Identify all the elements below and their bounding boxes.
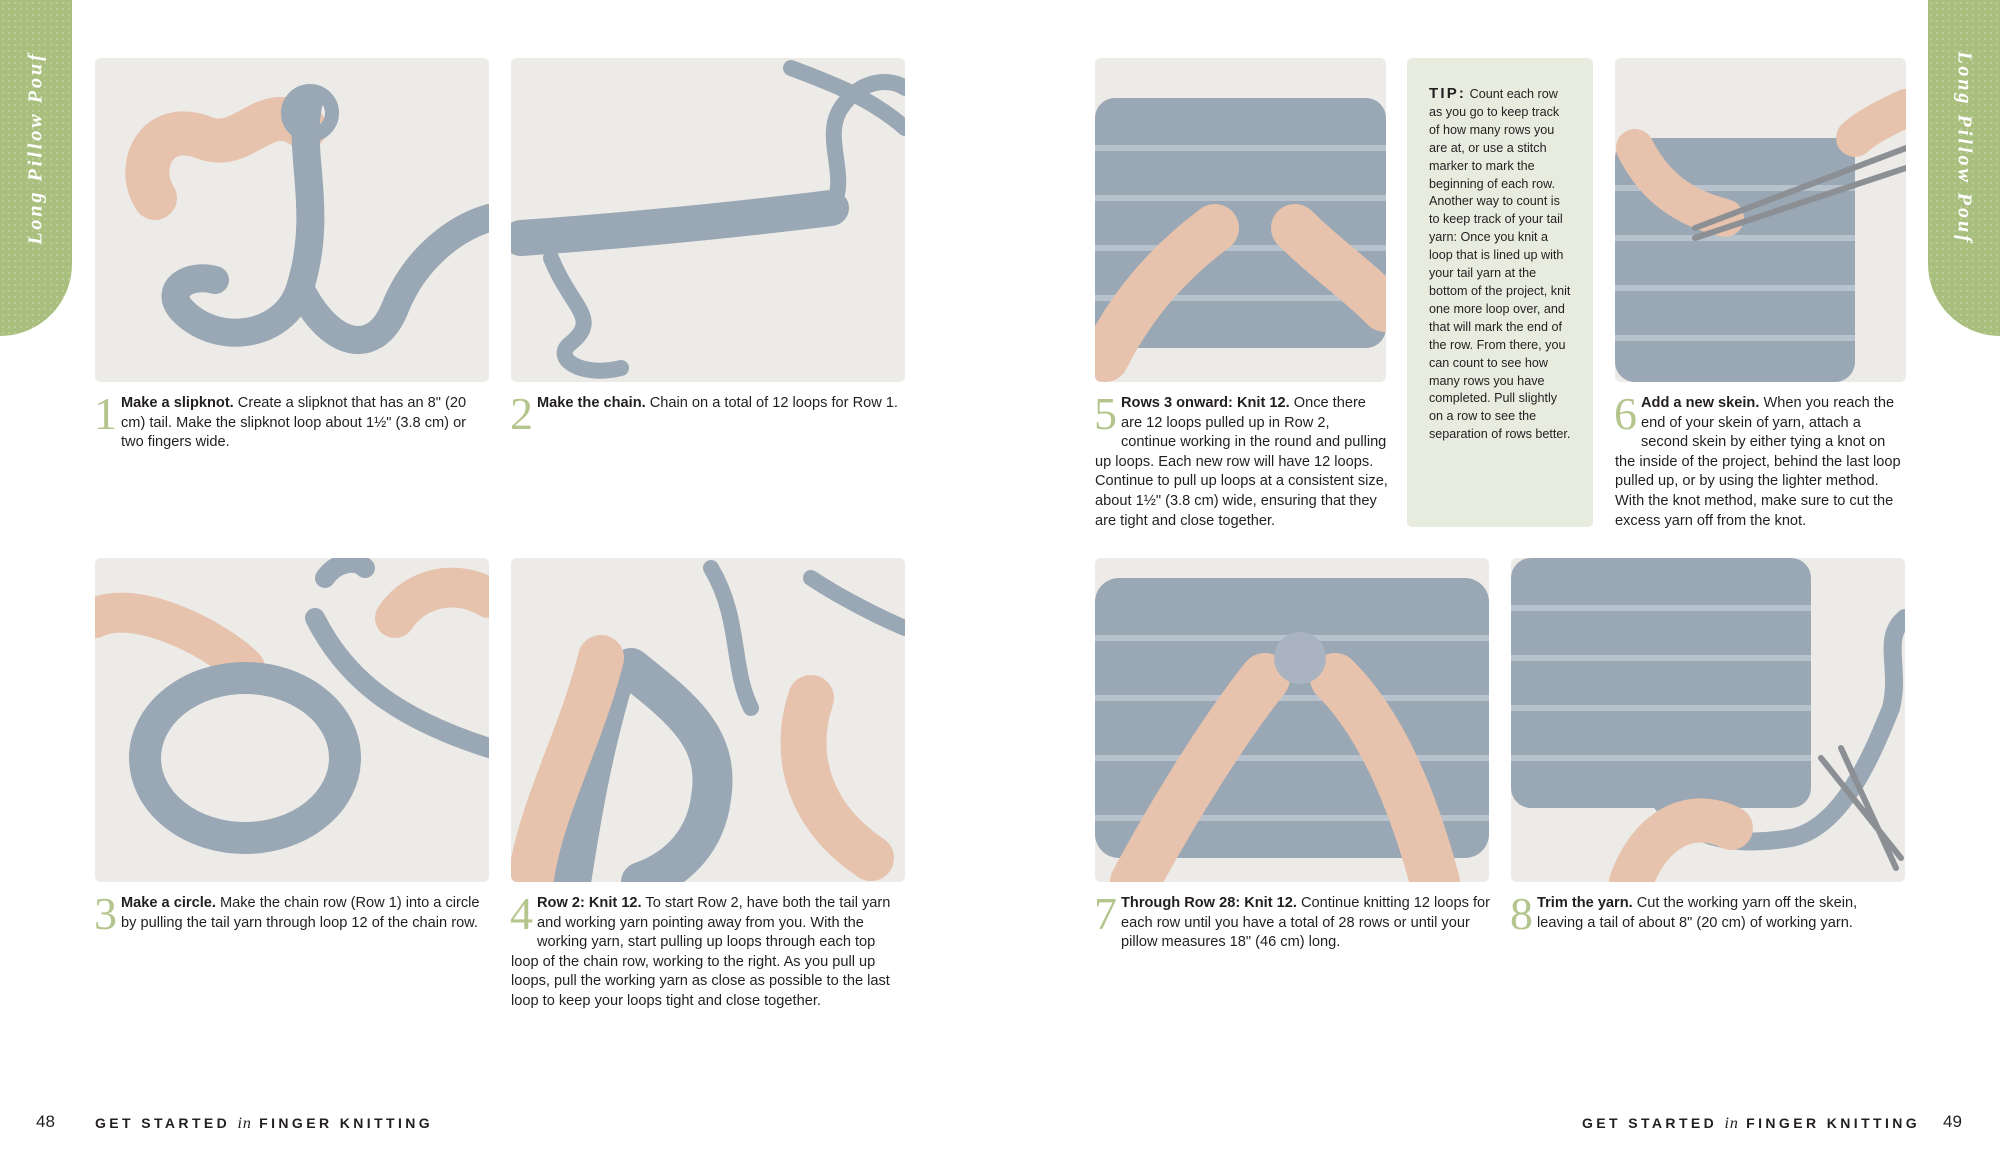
step-title: Add a new skein.: [1641, 395, 1760, 411]
running-head-post: FINGER KNITTING: [251, 1115, 434, 1131]
step-number: 4: [510, 888, 533, 939]
step-number: 8: [1510, 888, 1533, 939]
side-tab-left-label: Long Pillow Pouf: [24, 51, 47, 245]
step-number: 5: [1094, 388, 1117, 439]
step-4: [510, 888, 891, 1012]
photo-step-4: [511, 558, 905, 882]
running-head-post: FINGER KNITTING: [1738, 1115, 1921, 1131]
step-title: Make the chain.: [537, 395, 646, 411]
page-number-right: 49: [1943, 1112, 1962, 1131]
step-title: Through Row 28: Knit 12.: [1121, 895, 1297, 911]
step-text: Once there are 12 loops pulled up in Row 2, continue working in the round and pulling up loops. Each new row will have 12 loops. Continue to pull up loops at a consistent size, about 1½" (3.8 cm) wide, ensuring that they are tight and close together.: [1095, 395, 1388, 529]
photo-step-6: [1615, 58, 1906, 382]
step-text: To start Row 2, have both the tail yarn and working yarn pointing away from you. With the working yarn, start pulling up loops through each top loop of the chain row, working to the right. As you pull up loops, pull the working yarn as close as possible to the last loop to keep your loops tight and close together.: [511, 895, 891, 1009]
side-tab-left: [0, 0, 72, 336]
step-text: When you reach the end of your skein of yarn, attach a second skein by either tying a knot on the inside of the project, behind the last loop pulled up, or by using the lighter method. With the knot method, make sure to cut the excess yarn off from the knot.: [1615, 395, 1901, 529]
tip-text: Count each row as you go to keep track of how many rows you are at, or use a stitch marker to mark the beginning of each row. Another way to count is to keep track of your tail yarn: Once you knit a loop that is lined up with your tail yarn at the bottom of the project, knit one more loop over, and that will mark the end of the row. From there, you can count to see how many rows you have completed. Pull slightly on a row to see the separation of rows better.: [1429, 87, 1571, 442]
running-head-right: [1582, 1115, 1920, 1133]
photo-step-7-image: [1095, 558, 1489, 882]
step-number: 7: [1094, 888, 1117, 939]
photo-step-1-image: [95, 58, 489, 382]
step-2: [510, 388, 907, 439]
step-text: Continue knitting 12 loops for each row until you have a total of 28 rows or until your pillow measures 18" (46 cm) long.: [1121, 895, 1491, 951]
step-title: Make a circle.: [121, 895, 216, 911]
photo-step-3: [95, 558, 489, 882]
photo-step-8: [1511, 558, 1905, 882]
step-3: [94, 888, 491, 939]
side-tab-right-label: Long Pillow Pouf: [1953, 51, 1976, 245]
running-head-pre: GET STARTED: [95, 1115, 238, 1131]
step-number: 6: [1614, 388, 1637, 439]
side-tab-right: [1928, 0, 2000, 336]
step-number: 1: [94, 388, 117, 439]
photo-step-5-image: [1095, 58, 1386, 382]
photo-step-5: [1095, 58, 1386, 382]
step-text: Chain on a total of 12 loops for Row 1.: [645, 395, 898, 411]
page-number-left: 48: [36, 1112, 55, 1131]
photo-step-2: [511, 58, 905, 382]
step-text: Cut the working yarn off the skein, leaving a tail of about 8" (20 cm) of working yarn.: [1537, 895, 1858, 931]
step-number: 2: [510, 388, 533, 439]
running-head-pre: GET STARTED: [1582, 1115, 1725, 1131]
step-text: Make the chain row (Row 1) into a circle by pulling the tail yarn through loop 12 of the chain row.: [121, 895, 480, 931]
step-1: [94, 388, 491, 453]
photo-step-2-image: [511, 58, 905, 382]
tip-label: TIP:: [1429, 85, 1467, 102]
running-head-left: [95, 1115, 433, 1133]
photo-step-3-image: [95, 558, 489, 882]
step-number: 3: [94, 888, 117, 939]
photo-step-1: [95, 58, 489, 382]
step-title: Trim the yarn.: [1537, 895, 1633, 911]
step-title: Row 2: Knit 12.: [537, 895, 642, 911]
step-5: [1094, 388, 1388, 531]
step-7: [1094, 888, 1491, 953]
step-title: Rows 3 onward: Knit 12.: [1121, 395, 1290, 411]
running-head-mid: in: [237, 1115, 252, 1132]
photo-step-7: [1095, 558, 1489, 882]
step-6: [1614, 388, 1908, 531]
photo-step-8-image: [1511, 558, 1905, 882]
tip-box: [1407, 58, 1593, 527]
running-head-mid: in: [1724, 1115, 1739, 1132]
step-text: Create a slipknot that has an 8" (20 cm) tail. Make the slipknot loop about 1½" (3.8 cm) or two fingers wide.: [121, 395, 467, 451]
step-title: Make a slipknot.: [121, 395, 234, 411]
step-8: [1510, 888, 1907, 939]
photo-step-6-image: [1615, 58, 1906, 382]
photo-step-4-image: [511, 558, 905, 882]
